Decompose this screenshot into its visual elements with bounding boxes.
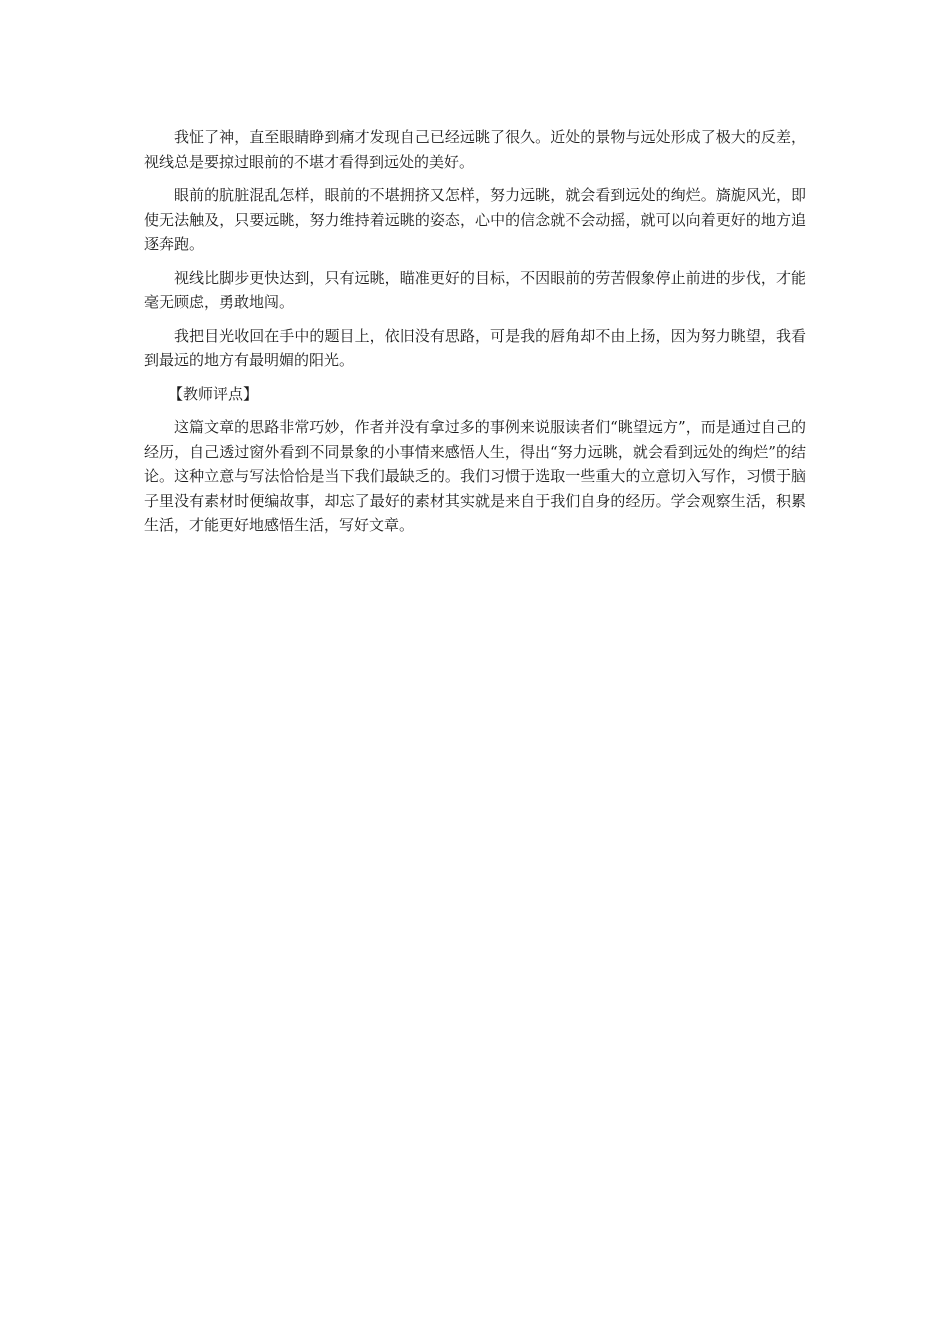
paragraph-2: 眼前的肮脏混乱怎样，眼前的不堪拥挤又怎样，努力远眺，就会看到远处的绚烂。旖旎风光，即使无法触及，只要远眺，努力维持着远眺的姿态，心中的信念就不会动摇，就可以向着更好的地方追逐奔跑。: [144, 186, 806, 253]
paragraph-1: 我怔了神，直至眼睛睁到痛才发现自己已经远眺了很久。近处的景物与远处形成了极大的反差，视线总是要掠过眼前的不堪才看得到远处的美好。: [144, 128, 806, 171]
paragraph-3: 视线比脚步更快达到，只有远眺，瞄准更好的目标，不因眼前的劳苦假象停止前进的步伐，才能毫无顾虑，勇敢地闯。: [144, 268, 806, 311]
paragraph-4: 我把目光收回在手中的题目上，依旧没有思路，可是我的唇角却不由上扬，因为努力眺望，我看到最远的地方有最明媚的阳光。: [144, 326, 806, 369]
teacher-comment-heading: 【教师评点】: [168, 384, 259, 403]
teacher-comment-paragraph: 这篇文章的思路非常巧妙，作者并没有拿过多的事例来说服读者们“眺望远方”，而是通过自己的经历，自己透过窗外看到不同景象的小事情来感悟人生，得出“努力远眺，就会看到远处的绚烂”的结论。这种立意与写法恰恰是当下我们最缺乏的。我们习惯于选取一些重大的立意切入写作，习惯于脑子里没有素材时便编故事，却忘了最好的素材其实就是来自于我们自身的经历。学会观察生活，积累生活，才能更好地感悟生活，写好文章。: [144, 418, 806, 534]
document-body: [144, 125, 806, 547]
